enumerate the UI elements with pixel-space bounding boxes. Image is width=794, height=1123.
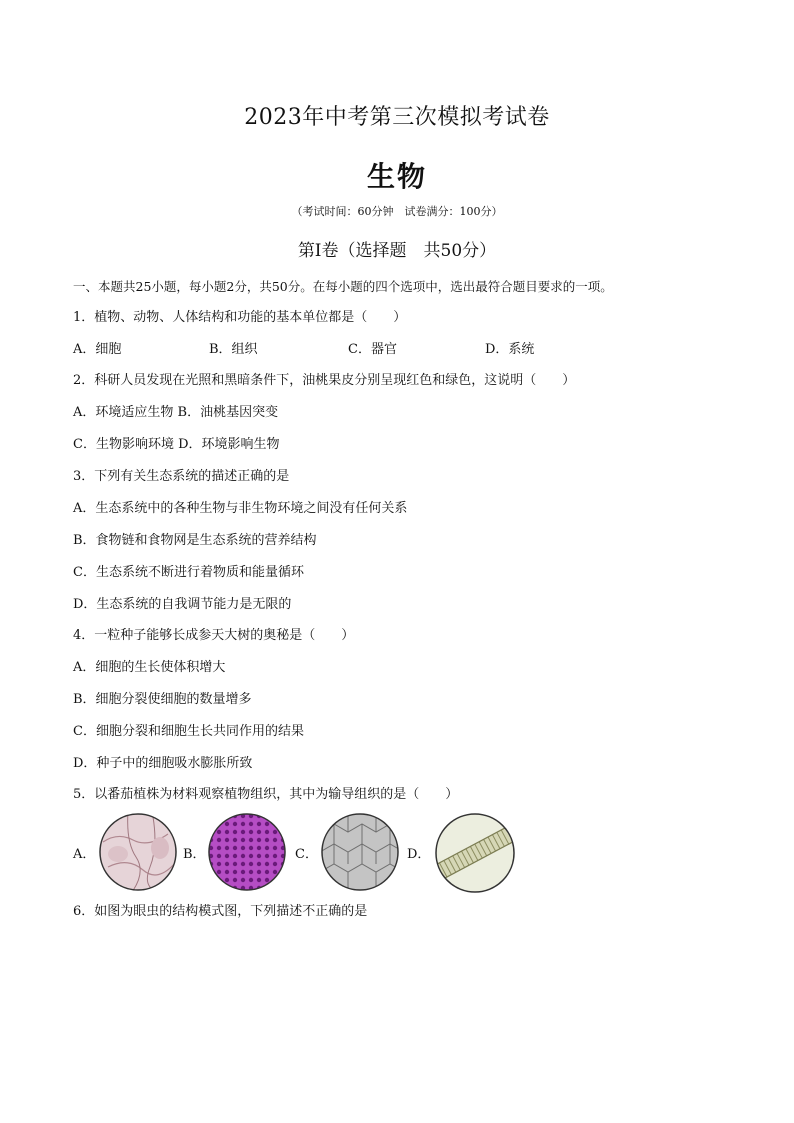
- instructions: 一、本题共25小题，每小题2分，共50分。在每小题的四个选项中，选出最符合题目要求的一项。: [73, 279, 613, 294]
- option-d: D．系统: [485, 342, 535, 357]
- question-2-option-cd: C．生物影响环境 D．环境影响生物: [73, 437, 280, 452]
- question-6-stem: 6．如图为眼虫的结构模式图，下列描述不正确的是: [73, 904, 368, 919]
- option-b-image: [183, 812, 293, 892]
- question-5-stem: 5．以番茄植株为材料观察植物组织，其中为输导组织的是（ ）: [73, 787, 459, 802]
- option-c-label: C．: [295, 847, 318, 862]
- question-2-option-ab: A．环境适应生物 B．油桃基因突变: [73, 405, 279, 420]
- conducting-tissue-image: [434, 812, 516, 894]
- option-c-image: [295, 812, 405, 892]
- question-4-stem: 4．一粒种子能够长成参天大树的奥秘是（ ）: [73, 628, 355, 643]
- question-4-option-a: A．细胞的生长使体积增大: [73, 660, 226, 675]
- option-d-label: D．: [407, 847, 431, 862]
- option-a-image: [73, 812, 183, 892]
- exam-meta: （考试时间：60分钟 试卷满分：100分）: [291, 205, 503, 218]
- option-b-label: B．: [183, 847, 206, 862]
- question-4-option-d: D．种子中的细胞吸水膨胀所致: [73, 756, 253, 771]
- question-2-stem: 2．科研人员发现在光照和黑暗条件下，油桃果皮分别呈现红色和绿色，这说明（ ）: [73, 373, 576, 388]
- option-b: B．组织: [209, 342, 258, 357]
- question-4-option-b: B．细胞分裂使细胞的数量增多: [73, 692, 252, 707]
- question-1-options: [73, 341, 553, 359]
- question-1-stem: 1．植物、动物、人体结构和功能的基本单位都是（ ）: [73, 310, 407, 325]
- meristem-tissue-image: [207, 812, 287, 892]
- epidermal-tissue-image: [320, 812, 400, 892]
- option-c: C．器官: [348, 342, 397, 357]
- option-a-label: A．: [73, 847, 96, 862]
- question-3-option-d: D．生态系统的自我调节能力是无限的: [73, 597, 292, 612]
- option-a: A．细胞: [73, 342, 122, 357]
- question-3-option-b: B．食物链和食物网是生态系统的营养结构: [73, 533, 317, 548]
- question-3-option-c: C．生态系统不断进行着物质和能量循环: [73, 565, 304, 580]
- question-4-option-c: C．细胞分裂和细胞生长共同作用的结果: [73, 724, 304, 739]
- question-5-image-options: [73, 812, 533, 892]
- question-3-option-a: A．生态系统中的各种生物与非生物环境之间没有任何关系: [73, 501, 408, 516]
- option-d-image: [407, 812, 527, 892]
- exam-title: 2023年中考第三次模拟考试卷: [244, 105, 550, 130]
- subject-title: 生物: [366, 160, 427, 193]
- question-3-stem: 3．下列有关生态系统的描述正确的是: [73, 469, 290, 484]
- section-heading: 第Ⅰ卷（选择题 共50分）: [297, 241, 497, 261]
- parenchyma-tissue-image: [98, 812, 178, 892]
